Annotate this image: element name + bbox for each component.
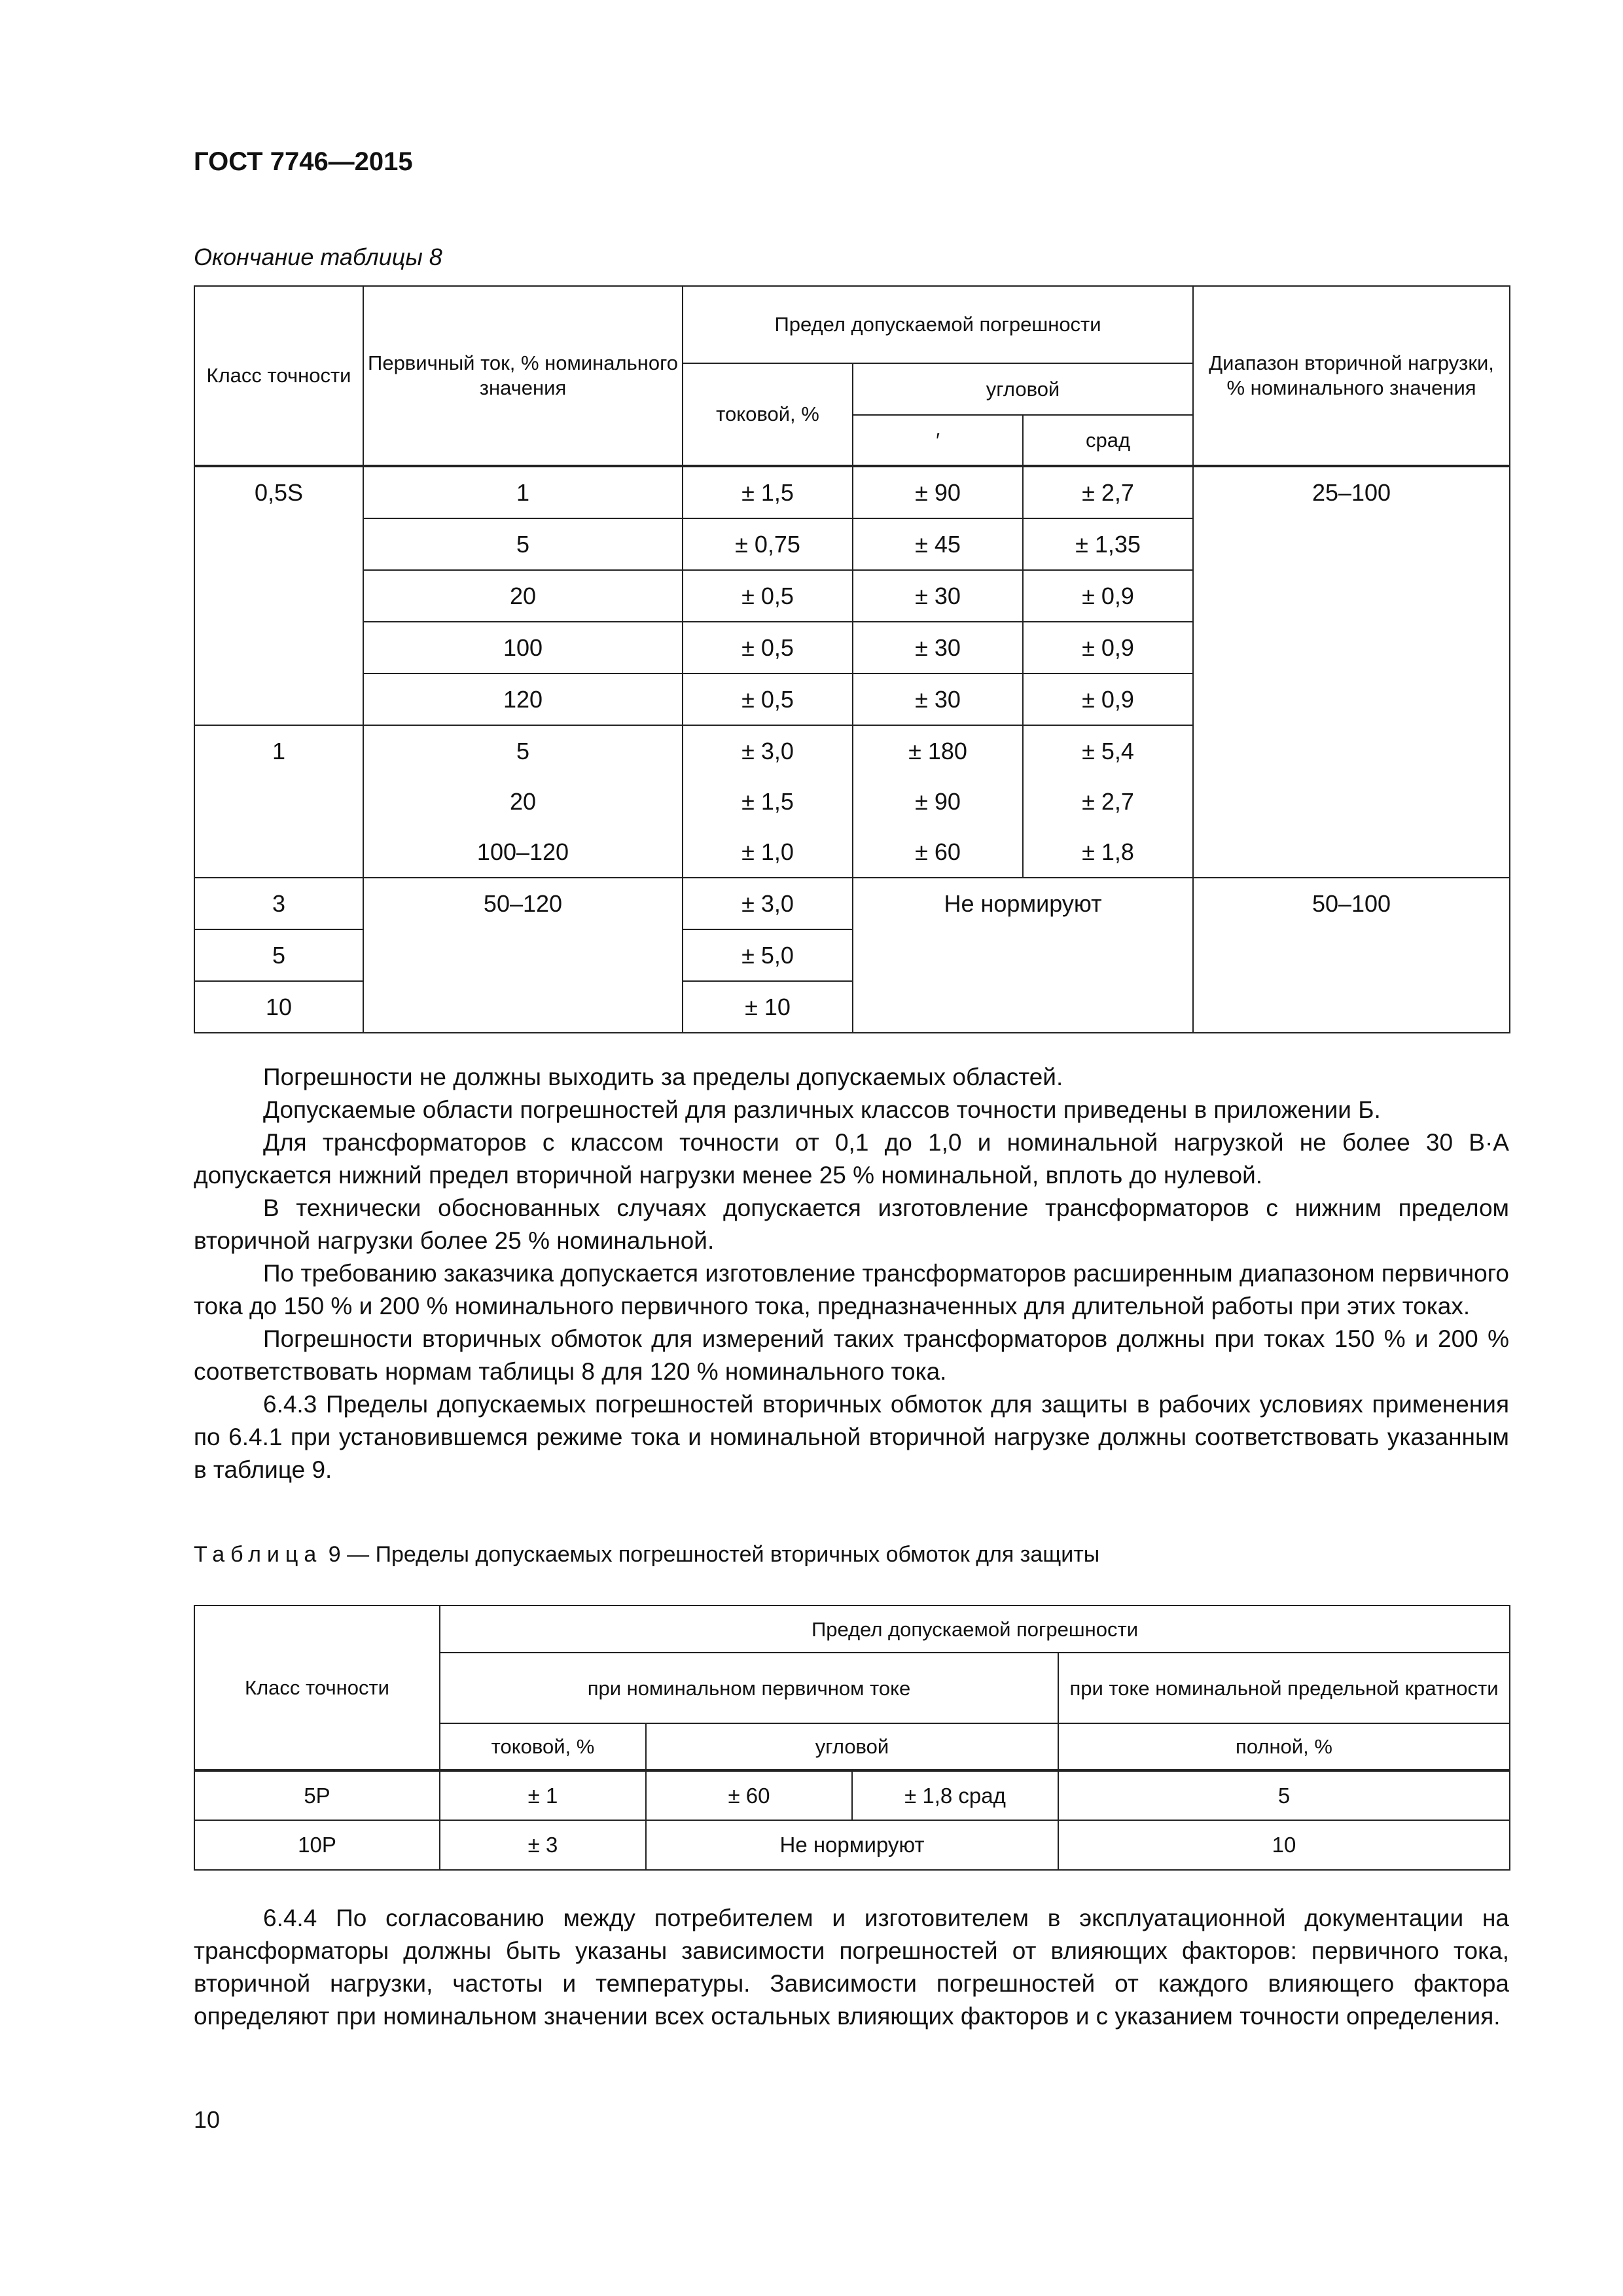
t8-cell-current: 100 xyxy=(363,622,683,673)
t8-cell-current: 120 xyxy=(363,673,683,725)
t9-cell-class: 10P xyxy=(194,1820,440,1870)
t9-cell-angle-not-normalized: Не нормируют xyxy=(646,1820,1058,1870)
t8-cell-angle: ± 90 xyxy=(853,466,1023,518)
t9-cell-full: 10 xyxy=(1058,1820,1510,1870)
t9-cell-class: 5P xyxy=(194,1770,440,1820)
t8-header-load-range: Диапазон вторичной нагрузки, % номинального значения xyxy=(1193,286,1510,466)
t9-cell-angle-crad: ± 1,8 срад xyxy=(852,1770,1058,1820)
t8-cell-angle: ± 30 xyxy=(853,622,1023,673)
t8-cell-current: 20 xyxy=(363,776,683,827)
t8-cell-class: 10 xyxy=(194,981,363,1033)
t8-cell-angle-not-normalized: Не нормируют xyxy=(853,878,1193,1033)
t8-cell-crad: ± 0,9 xyxy=(1023,570,1193,622)
t8-cell-class: 5 xyxy=(194,929,363,981)
table8-caption: Окончание таблицы 8 xyxy=(194,243,442,270)
t8-header-current-error: токовой, % xyxy=(683,363,853,466)
paragraph: В технически обоснованных случаях допускается изготовление трансформаторов с нижним пределом вторичной нагрузки более 25 % номинальной. xyxy=(194,1194,1509,1254)
t8-header-crad: срад xyxy=(1023,415,1193,466)
t8-cell-range: 50–100 xyxy=(1193,878,1510,1033)
t8-header-class: Класс точности xyxy=(194,286,363,466)
t8-header-error-limit: Предел допускаемой погрешности xyxy=(683,286,1193,363)
t8-cell-crad: ± 2,7 xyxy=(1023,466,1193,518)
t9-header-at-nominal: при номинальном первичном токе xyxy=(440,1653,1058,1723)
t9-header-full: полной, % xyxy=(1058,1723,1510,1770)
body-text-block-2 xyxy=(194,1902,1509,2033)
t8-cell-error: ± 5,0 xyxy=(683,929,853,981)
table8 xyxy=(194,285,1510,1033)
t8-cell-angle: ± 90 xyxy=(853,776,1023,827)
t8-cell-crad: ± 1,35 xyxy=(1023,518,1193,570)
t9-header-angular: угловой xyxy=(646,1723,1058,1770)
t8-cell-range: 25–100 xyxy=(1193,466,1510,878)
paragraph: 6.4.4 По согласованию между потребителем и изготовителем в эксплуатационной документации на трансформаторы должны быть указаны зависимости погрешностей от влияющих факторов: первичного тока, вторичной нагрузки, частоты и температуры. Зависимости погрешностей от каждого влияющего фактора определяют при номинальном значении всех остальных влияющих факторов и с указанием точности определения. xyxy=(194,1905,1509,2030)
table-row xyxy=(194,878,1510,929)
t8-cell-current: 5 xyxy=(363,518,683,570)
t8-cell-error: ± 0,5 xyxy=(683,673,853,725)
t8-cell-angle: ± 45 xyxy=(853,518,1023,570)
table-row xyxy=(194,466,1510,518)
t9-cell-error: ± 3 xyxy=(440,1820,646,1870)
table9-caption xyxy=(194,1542,1099,1568)
t8-cell-angle: ± 30 xyxy=(853,673,1023,725)
paragraph: По требованию заказчика допускается изготовление трансформаторов расширенным диапазоном первичного тока до 150 % и 200 % номинального первичного тока, предназначенных для длительной работы при этих токах. xyxy=(194,1260,1509,1319)
t8-cell-current: 5 xyxy=(363,725,683,776)
table9 xyxy=(194,1605,1510,1871)
t8-cell-crad: ± 0,9 xyxy=(1023,622,1193,673)
t8-cell-crad: ± 1,8 xyxy=(1023,827,1193,878)
t8-cell-error: ± 1,0 xyxy=(683,827,853,878)
t9-header-current-error: токовой, % xyxy=(440,1723,646,1770)
t8-cell-current: 20 xyxy=(363,570,683,622)
table9-caption-label: Таблица xyxy=(194,1542,323,1567)
t8-cell-error: ± 3,0 xyxy=(683,725,853,776)
t8-cell-angle: ± 180 xyxy=(853,725,1023,776)
t8-cell-angle: ± 30 xyxy=(853,570,1023,622)
t8-cell-error: ± 0,5 xyxy=(683,570,853,622)
t9-cell-angle-min: ± 60 xyxy=(646,1770,852,1820)
t8-cell-error: ± 0,75 xyxy=(683,518,853,570)
t9-cell-full: 5 xyxy=(1058,1770,1510,1820)
paragraph: Погрешности не должны выходить за пределы допускаемых областей. xyxy=(263,1064,1063,1090)
t8-cell-error: ± 3,0 xyxy=(683,878,853,929)
t8-cell-current: 1 xyxy=(363,466,683,518)
paragraph: Для трансформаторов с классом точности от 0,1 до 1,0 и номинальной нагрузкой не более 30 В·А допускается нижний предел вторичной нагрузки менее 25 % номинальной, вплоть до нулевой. xyxy=(194,1129,1509,1189)
document-header: ГОСТ 7746—2015 xyxy=(194,147,413,176)
t8-cell-error: ± 1,5 xyxy=(683,776,853,827)
t8-header-angular: угловой xyxy=(853,363,1193,415)
t8-cell-class: 3 xyxy=(194,878,363,929)
table9-caption-text: 9 — Пределы допускаемых погрешностей вторичных обмоток для защиты xyxy=(328,1542,1100,1567)
t8-cell-crad: ± 0,9 xyxy=(1023,673,1193,725)
t8-header-minutes: ′ xyxy=(853,415,1023,466)
t8-cell-current: 50–120 xyxy=(363,878,683,1033)
page-number: 10 xyxy=(194,2106,221,2133)
t9-header-at-limit: при токе номинальной предельной кратности xyxy=(1058,1653,1510,1723)
t8-cell-crad: ± 2,7 xyxy=(1023,776,1193,827)
table-row xyxy=(194,1770,1510,1820)
t8-cell-current: 100–120 xyxy=(363,827,683,878)
t8-cell-error: ± 0,5 xyxy=(683,622,853,673)
t8-cell-error: ± 1,5 xyxy=(683,466,853,518)
paragraph: Допускаемые области погрешностей для различных классов точности приведены в приложении Б. xyxy=(263,1096,1381,1123)
t8-cell-class: 1 xyxy=(194,725,363,878)
t9-cell-error: ± 1 xyxy=(440,1770,646,1820)
t9-header-class: Класс точности xyxy=(194,1605,440,1770)
t8-cell-class: 0,5S xyxy=(194,466,363,725)
t8-header-primary-current: Первичный ток, % номинального значения xyxy=(363,286,683,466)
t9-header-error-limit: Предел допускаемой погрешности xyxy=(440,1605,1510,1653)
t8-cell-error: ± 10 xyxy=(683,981,853,1033)
paragraph: Погрешности вторичных обмоток для измерений таких трансформаторов должны при токах 150 % и 200 % соответствовать нормам таблицы 8 для 120 % номинального тока. xyxy=(194,1325,1509,1385)
table-row xyxy=(194,1820,1510,1870)
t8-cell-angle: ± 60 xyxy=(853,827,1023,878)
t8-cell-crad: ± 5,4 xyxy=(1023,725,1193,776)
body-text-block-1 xyxy=(194,1061,1509,1486)
paragraph: 6.4.3 Пределы допускаемых погрешностей вторичных обмоток для защиты в рабочих условиях применения по 6.4.1 при установившемся режиме тока и номинальной вторичной нагрузке должны соответствовать указанным в таблице 9. xyxy=(194,1391,1509,1483)
